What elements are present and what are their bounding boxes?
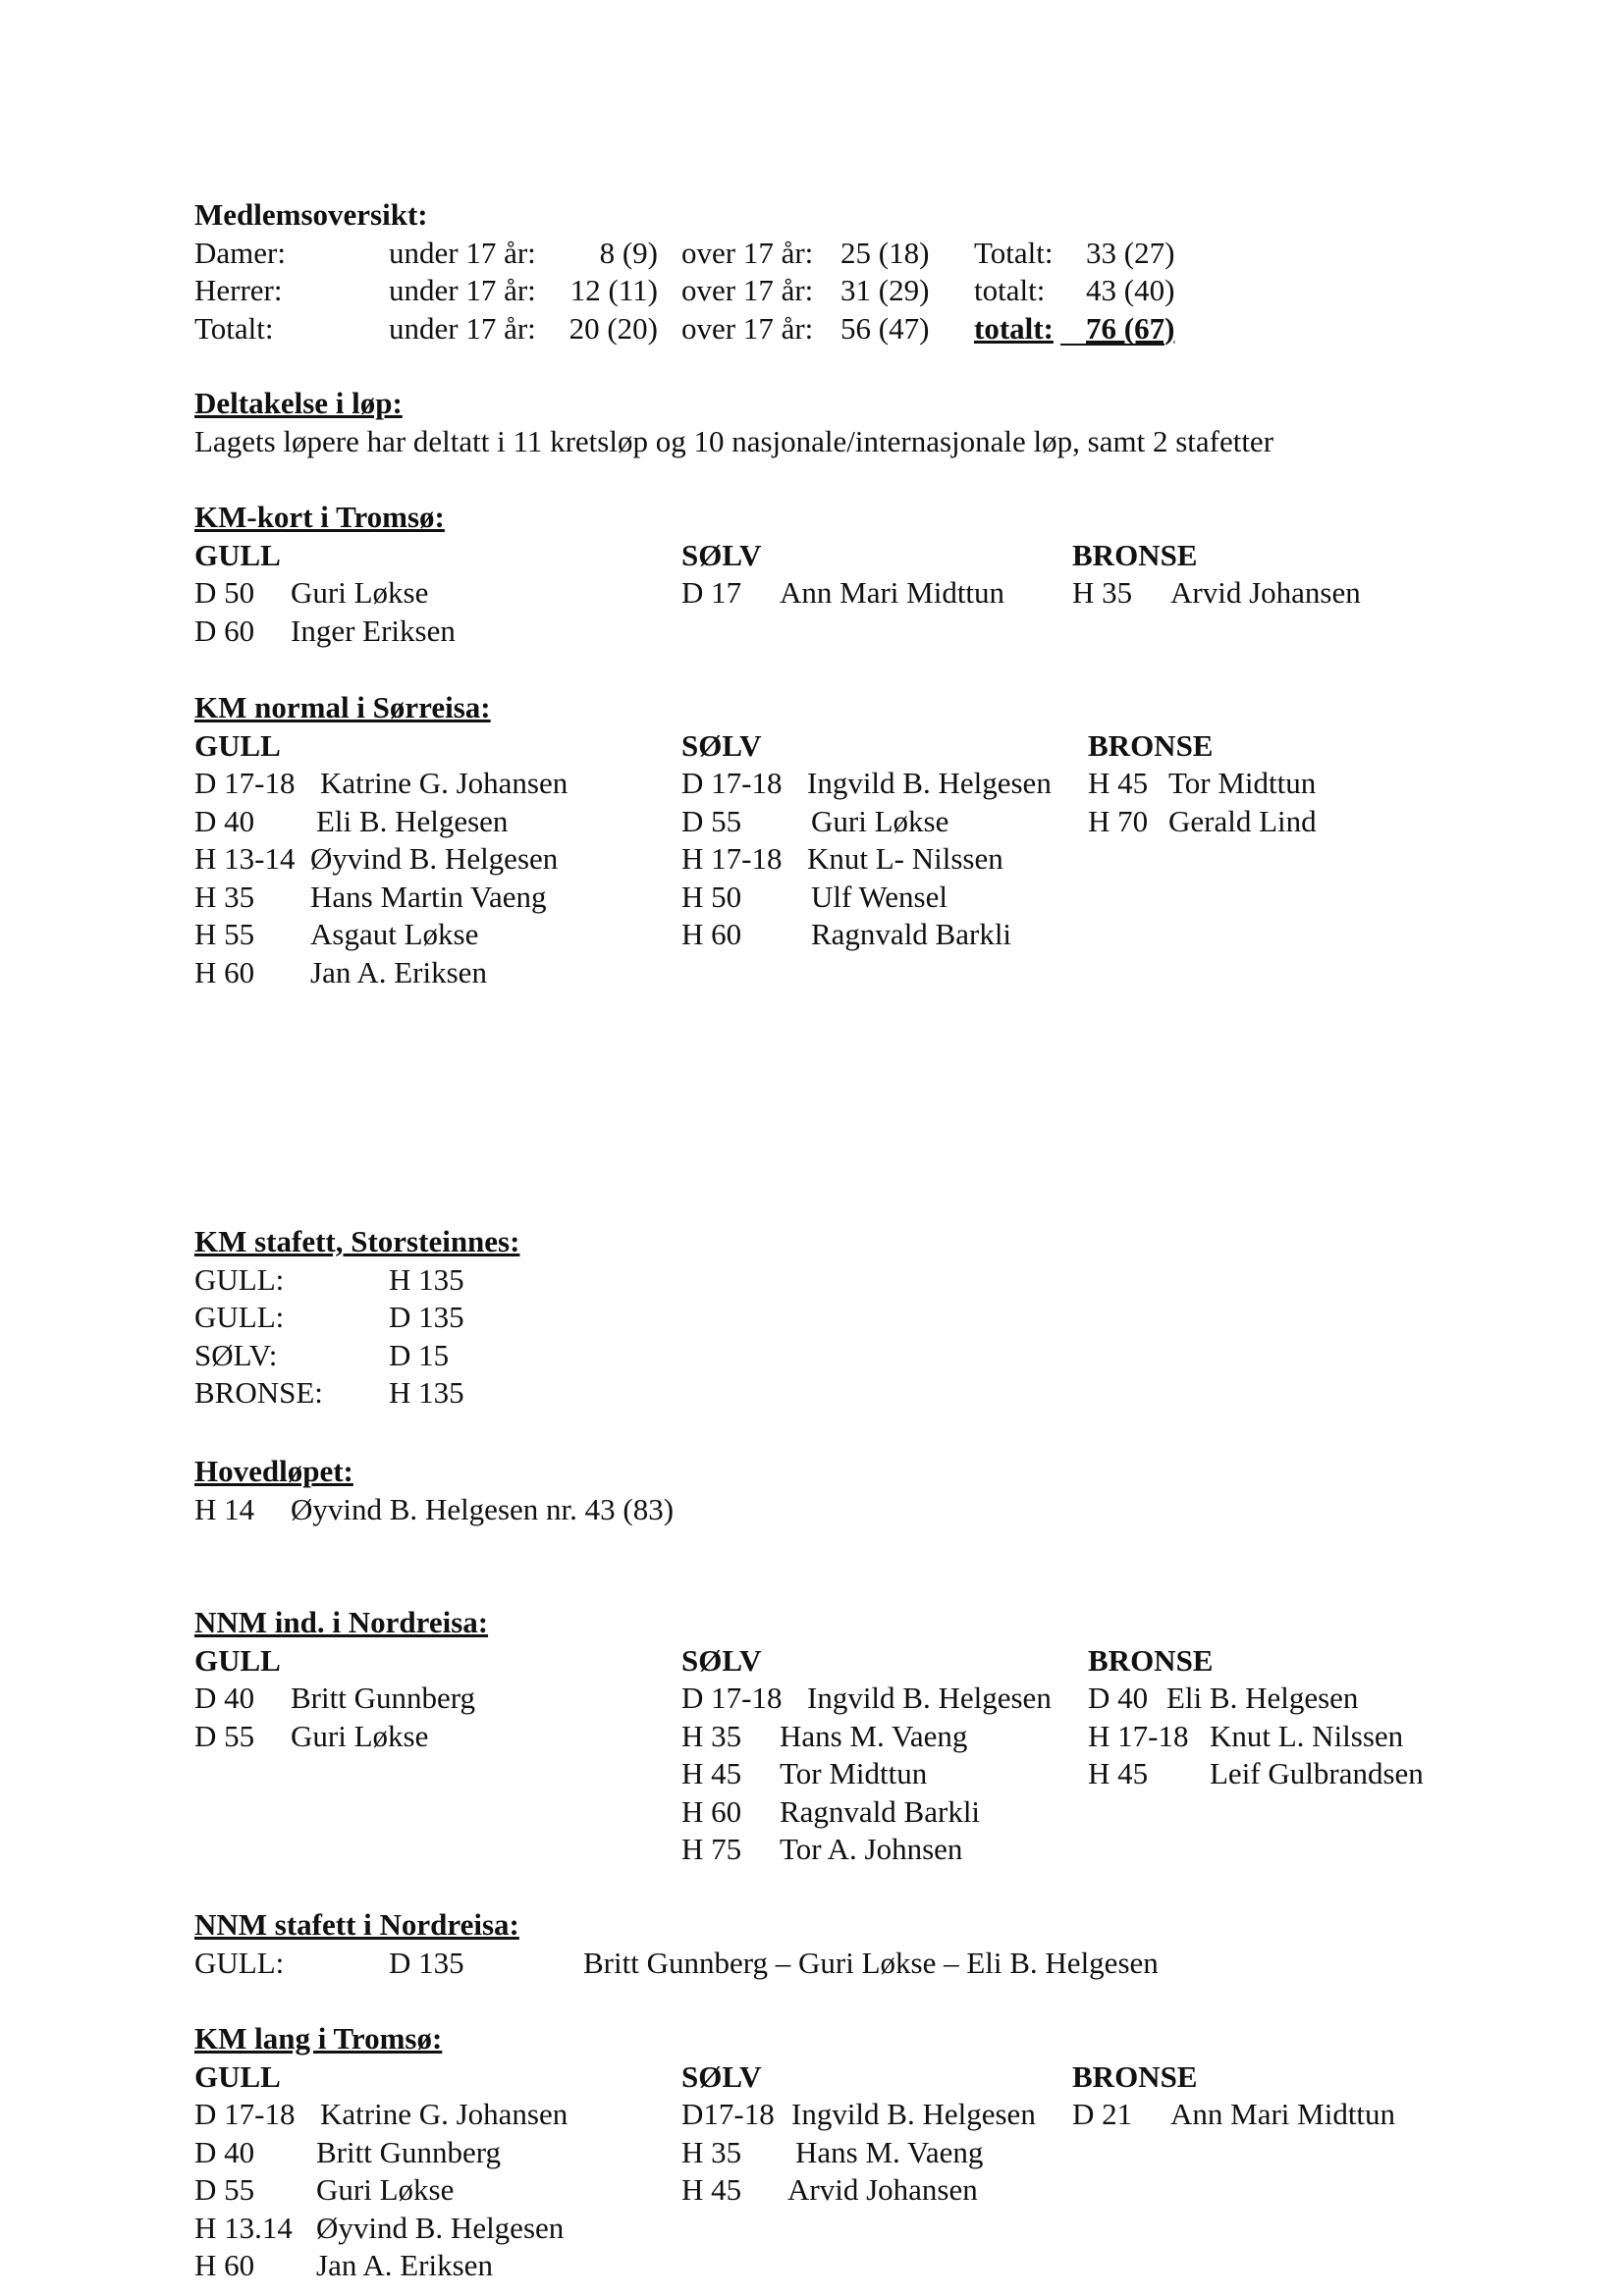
class-label: D 55 <box>194 2172 255 2207</box>
medal-label: GULL: <box>194 1945 285 1980</box>
runner-name: Jan A. Eriksen <box>316 2248 493 2282</box>
class-label: D 17 <box>681 575 742 610</box>
runner-name: Ingvild B. Helgesen <box>807 766 1052 800</box>
class-label: H 35 <box>194 879 255 914</box>
section-title: KM-kort i Tromsø: <box>194 500 445 534</box>
relay-row <box>194 1945 1500 1983</box>
solv-heading-text: SØLV <box>681 727 762 763</box>
class-label: D 17-18 <box>681 766 783 800</box>
class-label: H 35 <box>681 1718 742 1753</box>
section-title: NNM ind. i Nordreisa: <box>194 1605 489 1639</box>
class-label: H 35 <box>1072 575 1133 610</box>
class-label: D 40 <box>194 1681 255 1715</box>
over17-label: over 17 år: <box>681 273 814 307</box>
runner-name: Tor Midttun <box>1168 766 1317 800</box>
total-value: 33 (27) <box>1086 235 1175 270</box>
over17-label: over 17 år: <box>681 235 814 270</box>
runner-name: Eli B. Helgesen <box>1166 1681 1359 1715</box>
class-label: H 135 <box>389 1375 464 1410</box>
class-label: H 45 <box>681 1756 742 1790</box>
bronse-heading-text: BRONSE <box>1072 2058 1198 2094</box>
class-label: H 45 <box>1088 766 1149 800</box>
membership-label: Totalt: <box>194 310 274 346</box>
result-entry <box>194 954 666 992</box>
runner-name: Eli B. Helgesen <box>316 803 509 838</box>
result-entry <box>194 2171 666 2210</box>
class-label: H 45 <box>1088 1756 1149 1790</box>
runner-name: Ingvild B. Helgesen <box>791 2097 1036 2131</box>
result-entry <box>681 879 1084 917</box>
membership-label: Herrer: <box>194 273 283 307</box>
nnm-stafett-section <box>194 1906 1500 1982</box>
runner-name: Inger Eriksen <box>291 613 456 648</box>
membership-section <box>194 196 1500 347</box>
over17-label: over 17 år: <box>681 310 814 346</box>
result-entry <box>681 840 1084 879</box>
result-entry <box>194 1680 666 1718</box>
membership-title: Medlemsoversikt: <box>194 197 428 232</box>
result-entry <box>194 765 666 803</box>
under17-value: 8 (9) <box>599 235 658 270</box>
class-label: H 50 <box>681 879 742 914</box>
medal-label: GULL: <box>194 1261 285 1297</box>
result-entry <box>681 2134 1074 2172</box>
total-label: totalt: <box>974 273 1046 307</box>
participation-title: Deltakelse i løp: <box>194 386 403 420</box>
medal-label: GULL: <box>194 1300 285 1334</box>
class-label: H 75 <box>681 1832 742 1866</box>
result-entry <box>194 2210 666 2248</box>
result-entry <box>1088 803 1490 841</box>
class-label: D 21 <box>1072 2097 1133 2131</box>
runner-name: Katrine G. Johansen <box>320 766 568 800</box>
runner-name: Britt Gunnberg <box>291 1681 475 1715</box>
class-label: H 70 <box>1088 803 1149 838</box>
runner-name: Jan A. Eriksen <box>310 954 487 989</box>
runner-name: Gerald Lind <box>1168 803 1317 838</box>
class-label: H 135 <box>389 1261 464 1297</box>
runner-name: Guri Løkse <box>316 2172 455 2207</box>
gull-column <box>194 2058 666 2285</box>
bronse-heading <box>1072 537 1485 575</box>
gull-heading-text: GULL <box>194 727 281 763</box>
result-entry <box>681 1718 1084 1756</box>
gull-heading <box>194 727 666 766</box>
result-entry <box>194 879 666 917</box>
relay-row <box>194 1299 1500 1337</box>
km-normal-section <box>194 689 1500 992</box>
result-entry <box>681 803 1084 841</box>
result-entry <box>1088 765 1490 803</box>
result-entry <box>681 1793 1084 1832</box>
gull-heading-text: GULL <box>194 1642 281 1678</box>
runner-name: Britt Gunnberg <box>316 2134 501 2169</box>
runner-name: Ragnvald Barkli <box>780 1793 981 1829</box>
result-entry <box>194 840 666 879</box>
runner-name: Katrine G. Johansen <box>320 2097 568 2131</box>
runner-name: Tor A. Johnsen <box>780 1832 963 1866</box>
runner-name: Ann Mari Midttun <box>780 575 1005 610</box>
result-entry <box>1088 1718 1500 1756</box>
solv-column <box>681 1642 1084 1869</box>
result-entry <box>194 2247 666 2285</box>
membership-row <box>194 310 1500 348</box>
runner-name: Ann Mari Midttun <box>1170 2097 1396 2131</box>
bronse-heading <box>1072 2058 1494 2097</box>
class-label: H 14 <box>194 1491 255 1526</box>
relay-row <box>194 1337 1500 1375</box>
bronse-column <box>1072 537 1485 613</box>
class-label: H 60 <box>194 954 255 989</box>
class-label: D 135 <box>389 1300 464 1334</box>
result-entry <box>681 1755 1084 1793</box>
result-entry <box>194 2134 666 2172</box>
gull-column <box>194 727 666 992</box>
class-label: D17-18 <box>681 2097 775 2131</box>
result-entry <box>194 574 666 613</box>
gull-heading <box>194 2058 666 2097</box>
membership-row <box>194 272 1500 310</box>
class-label: D 15 <box>389 1337 450 1372</box>
gull-heading <box>194 537 666 575</box>
class-label: D 40 <box>194 803 255 838</box>
result-entry <box>1072 2096 1494 2134</box>
runner-name: Ulf Wensel <box>811 879 947 914</box>
gull-heading <box>194 1642 666 1681</box>
section-title: KM lang i Tromsø: <box>194 2021 443 2056</box>
km-stafett-section <box>194 1223 1500 1413</box>
result-entry <box>194 613 666 651</box>
class-label: D 17-18 <box>194 766 296 800</box>
bronse-heading-text: BRONSE <box>1088 727 1214 763</box>
runner-name: Asgaut Løkse <box>310 917 479 951</box>
class-label: D 135 <box>389 1945 464 1980</box>
class-label: H 17-18 <box>1088 1718 1189 1753</box>
gull-column <box>194 537 666 651</box>
runner-name: Leif Gulbrandsen <box>1210 1756 1424 1790</box>
class-label: D 17-18 <box>194 2097 296 2131</box>
runner-name: Hans M. Vaeng <box>795 2134 984 2169</box>
runner-name: Hans M. Vaeng <box>780 1718 968 1753</box>
result-entry <box>681 2171 1074 2210</box>
class-label: D 55 <box>681 803 742 838</box>
hovedlopet-section <box>194 1453 1500 1528</box>
section-title: Hovedløpet: <box>194 1454 353 1488</box>
result-entry <box>681 1831 1084 1869</box>
solv-heading <box>681 537 1064 575</box>
bronse-heading-text: BRONSE <box>1072 537 1198 572</box>
result-entry <box>681 2096 1074 2134</box>
solv-column <box>681 537 1064 613</box>
class-label: H 60 <box>194 2248 255 2282</box>
section-title: KM stafett, Storsteinnes: <box>194 1224 520 1258</box>
section-title: KM normal i Sørreisa: <box>194 690 491 724</box>
runner-name: Guri Løkse <box>291 1718 429 1753</box>
result-entry <box>194 803 666 841</box>
class-label: D 55 <box>194 1718 255 1753</box>
runner-name: Arvid Johansen <box>787 2172 978 2207</box>
result-entry <box>681 916 1084 954</box>
class-label: D 40 <box>1088 1681 1149 1715</box>
class-label: H 55 <box>194 917 255 951</box>
membership-row <box>194 235 1500 273</box>
result-entry <box>194 1718 666 1756</box>
result-entry <box>194 916 666 954</box>
runner-name: Arvid Johansen <box>1170 575 1361 610</box>
runner-name: Øyvind B. Helgesen <box>310 841 559 876</box>
class-label: H 60 <box>681 917 742 951</box>
runner-name: Knut L- Nilssen <box>807 841 1003 876</box>
bronse-column <box>1088 727 1490 841</box>
runner-name: Ingvild B. Helgesen <box>807 1681 1052 1715</box>
class-label: H 60 <box>681 1793 742 1829</box>
class-label: D 40 <box>194 2134 255 2169</box>
class-label: H 13.14 <box>194 2210 293 2245</box>
runner-name: Hans Martin Vaeng <box>310 879 547 914</box>
solv-heading <box>681 1642 1084 1681</box>
class-label: D 60 <box>194 613 255 648</box>
participation-text: Lagets løpere har deltatt i 11 kretsløp og 10 nasjonale/internasjonale løp, samt 2 stafetter <box>194 423 1274 458</box>
total-value: 43 (40) <box>1086 273 1175 307</box>
runner-name: Tor Midttun <box>780 1756 928 1790</box>
under17-label: under 17 år: <box>389 310 536 346</box>
result-entry <box>194 2096 666 2134</box>
gull-column <box>194 1642 666 1756</box>
result-entry <box>681 574 1064 613</box>
bronse-column <box>1088 1642 1500 1793</box>
under17-value: 12 (11) <box>569 273 658 307</box>
runner-name: Øyvind B. Helgesen <box>316 2210 565 2245</box>
result-entry <box>194 1491 1500 1529</box>
result-entry <box>1072 574 1485 613</box>
runner-name: Ragnvald Barkli <box>811 917 1012 951</box>
gull-heading-text: GULL <box>194 2058 281 2094</box>
km-kort-section <box>194 499 1500 648</box>
relay-team: Britt Gunnberg – Guri Løkse – Eli B. Helgesen <box>583 1945 1159 1980</box>
solv-heading-text: SØLV <box>681 2058 762 2094</box>
grand-total-value: 76 (67) <box>1086 310 1175 346</box>
result-entry <box>1088 1755 1500 1793</box>
nnm-ind-section <box>194 1604 1500 1869</box>
solv-heading <box>681 2058 1074 2097</box>
runner-name: Guri Løkse <box>291 575 429 610</box>
section-title: NNM stafett i Nordreisa: <box>194 1907 519 1942</box>
runner-name: Guri Løkse <box>811 803 949 838</box>
over17-value: 25 (18) <box>840 235 930 270</box>
bronse-heading <box>1088 727 1490 766</box>
over17-value: 31 (29) <box>840 273 930 307</box>
bronse-heading-text: BRONSE <box>1088 1642 1214 1678</box>
bronse-column <box>1072 2058 1494 2134</box>
bronse-heading <box>1088 1642 1500 1681</box>
membership-label: Damer: <box>194 235 286 270</box>
km-lang-section <box>194 2020 1500 2285</box>
result-entry <box>1088 1680 1500 1718</box>
over17-value: 56 (47) <box>840 310 930 346</box>
runner-name: Knut L. Nilssen <box>1210 1718 1404 1753</box>
solv-column <box>681 2058 1074 2210</box>
medal-label: SØLV: <box>194 1337 278 1372</box>
relay-row <box>194 1261 1500 1300</box>
class-label: D 17-18 <box>681 1681 783 1715</box>
under17-value: 20 (20) <box>568 310 658 346</box>
under17-label: under 17 år: <box>389 235 536 270</box>
class-label: H 13-14 <box>194 841 296 876</box>
class-label: D 50 <box>194 575 255 610</box>
solv-column <box>681 727 1084 954</box>
result-entry <box>681 1680 1084 1718</box>
class-label: H 35 <box>681 2134 742 2169</box>
result-entry <box>681 765 1084 803</box>
class-label: H 45 <box>681 2172 742 2207</box>
total-label: Totalt: <box>974 235 1054 270</box>
solv-heading-text: SØLV <box>681 1642 762 1678</box>
grand-total-label: totalt: <box>974 310 1054 346</box>
gull-heading-text: GULL <box>194 537 281 572</box>
participation-section <box>194 385 1500 460</box>
medal-label: BRONSE: <box>194 1375 323 1410</box>
class-label: H 17-18 <box>681 841 783 876</box>
solv-heading <box>681 727 1084 766</box>
runner-name: Øyvind B. Helgesen nr. 43 (83) <box>291 1491 675 1526</box>
relay-row <box>194 1374 1500 1413</box>
solv-heading-text: SØLV <box>681 537 762 572</box>
under17-label: under 17 år: <box>389 273 536 307</box>
